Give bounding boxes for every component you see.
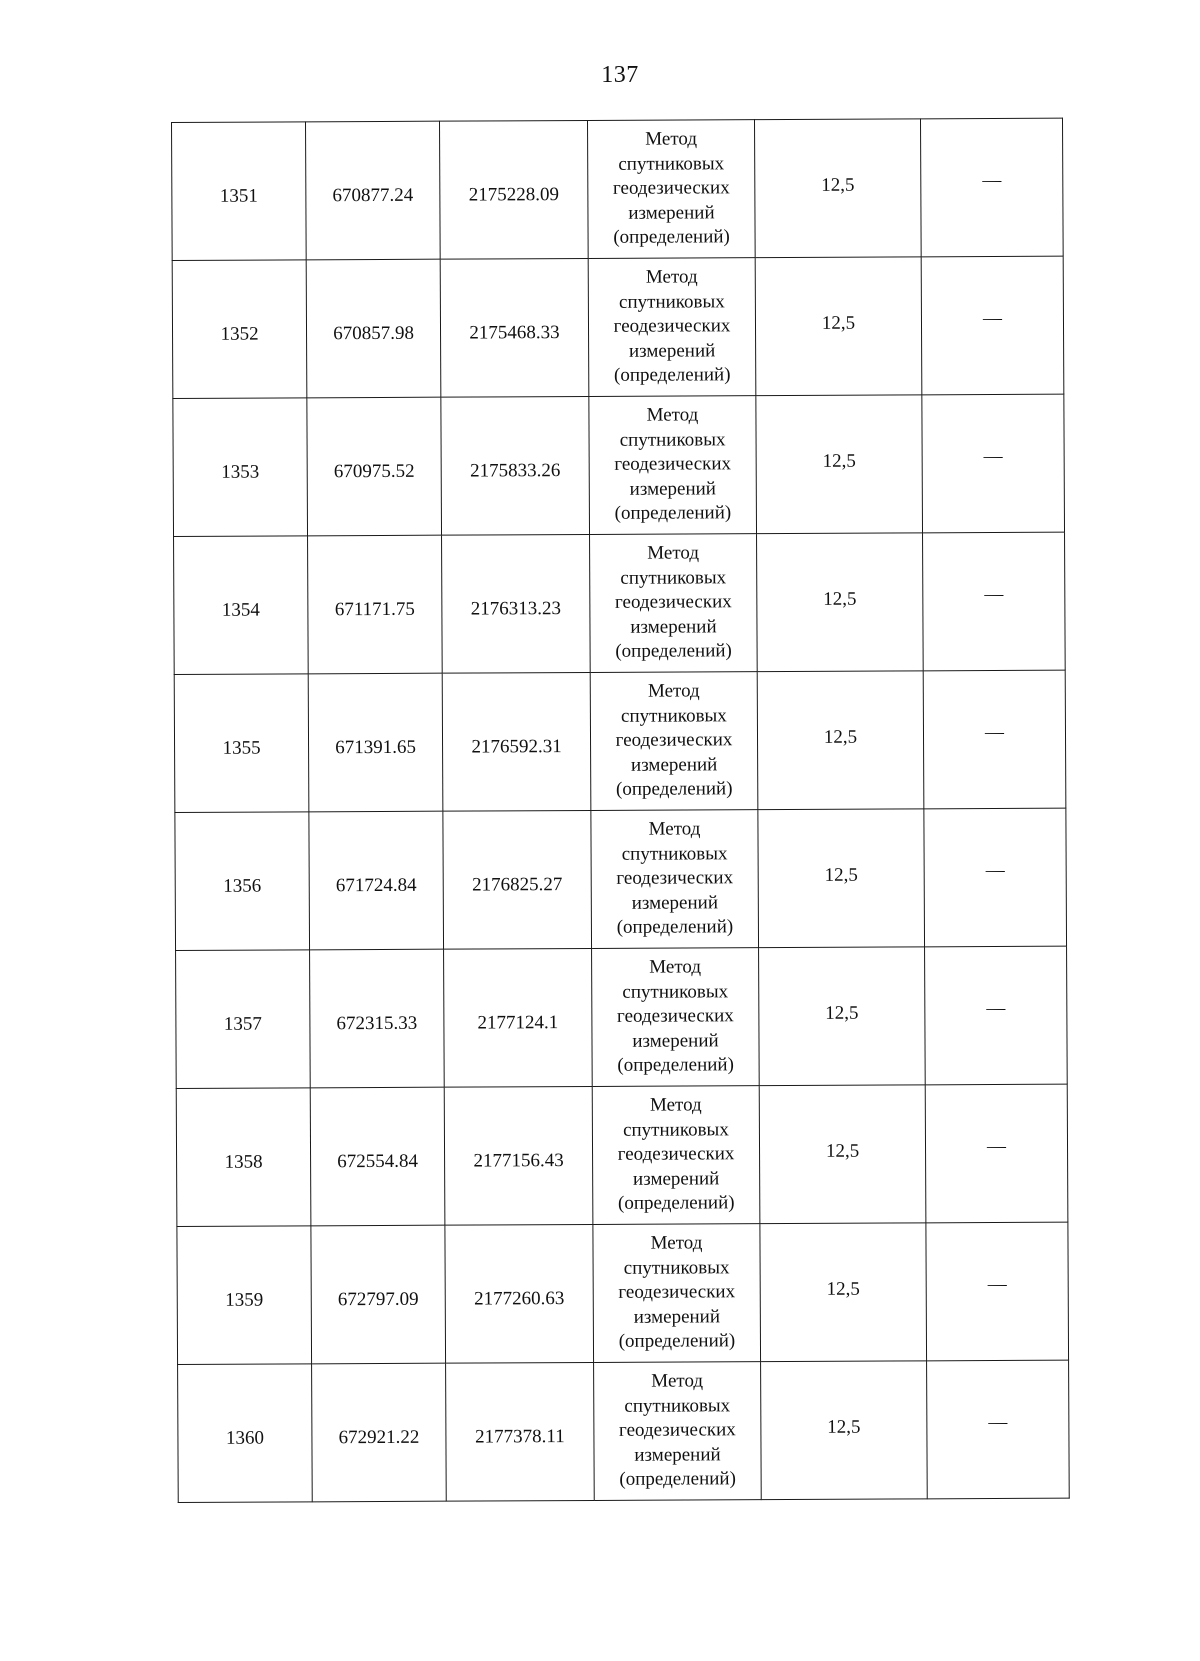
accuracy-value: 12,5 xyxy=(823,588,857,611)
note-cell xyxy=(925,946,1068,1085)
method-text: Метод спутниковых геодезических измерений (определений) xyxy=(618,1232,736,1353)
x-coordinate-cell xyxy=(306,259,441,398)
table-row xyxy=(174,532,1066,674)
coordinates-table-body xyxy=(172,118,1070,1502)
y-coordinate: 2177156.43 xyxy=(473,1150,564,1172)
page-number: 137 xyxy=(601,62,639,88)
note-dash: — xyxy=(987,1274,1007,1296)
method-text: Метод спутниковых геодезических измерений (определений) xyxy=(614,542,732,663)
accuracy-cell xyxy=(761,1361,928,1500)
y-coordinate-cell xyxy=(439,120,588,259)
y-coordinate: 2176592.31 xyxy=(471,736,562,758)
accuracy-cell xyxy=(757,671,924,810)
point-number-cell xyxy=(174,536,309,675)
y-coordinate-cell xyxy=(442,672,591,811)
accuracy-value: 12,5 xyxy=(821,312,856,335)
x-coordinate: 672797.09 xyxy=(337,1289,419,1311)
method-cell xyxy=(592,1086,760,1225)
point-number-cell xyxy=(175,812,310,951)
y-coordinate-cell xyxy=(443,810,592,949)
point-number-cell xyxy=(174,674,309,813)
table-row xyxy=(172,256,1064,398)
x-coordinate: 672921.22 xyxy=(338,1427,420,1449)
x-coordinate-cell xyxy=(311,1225,446,1364)
note-cell xyxy=(920,118,1063,257)
x-coordinate-cell xyxy=(308,673,443,812)
table-row xyxy=(174,670,1066,812)
point-number: 1356 xyxy=(223,875,262,898)
table-row xyxy=(177,1222,1069,1364)
note-cell xyxy=(921,256,1064,395)
note-dash: — xyxy=(988,1412,1008,1434)
point-number-cell xyxy=(177,1226,312,1365)
y-coordinate-cell xyxy=(445,1224,594,1363)
accuracy-value: 12,5 xyxy=(821,174,855,197)
point-number: 1357 xyxy=(223,1013,262,1036)
table-row xyxy=(173,394,1065,536)
x-coordinate-cell xyxy=(310,949,445,1088)
note-dash: — xyxy=(982,308,1003,330)
note-dash: — xyxy=(986,998,1006,1020)
x-coordinate-cell xyxy=(309,811,444,950)
note-dash: — xyxy=(986,1136,1007,1158)
accuracy-cell xyxy=(758,809,925,948)
method-text: Метод спутниковых геодезических измерений (определений) xyxy=(616,818,734,939)
x-coordinate-cell xyxy=(306,121,441,260)
accuracy-value: 12,5 xyxy=(827,1416,861,1439)
y-coordinate-cell xyxy=(446,1362,595,1501)
accuracy-cell xyxy=(757,533,924,672)
note-dash: — xyxy=(984,722,1005,744)
method-text: Метод спутниковых геодезических измерений (определений) xyxy=(616,956,734,1077)
accuracy-cell xyxy=(755,257,922,396)
accuracy-value: 12,5 xyxy=(822,450,856,473)
table-row xyxy=(175,808,1067,950)
x-coordinate: 672315.33 xyxy=(336,1013,418,1035)
point-number: 1355 xyxy=(222,737,261,760)
method-cell xyxy=(587,120,755,259)
note-dash: — xyxy=(982,170,1002,192)
point-number: 1359 xyxy=(225,1289,264,1311)
y-coordinate: 2175833.26 xyxy=(470,460,561,482)
y-coordinate-cell xyxy=(441,396,590,535)
note-cell xyxy=(923,532,1066,671)
note-cell xyxy=(925,1084,1068,1223)
point-number: 1353 xyxy=(221,461,260,484)
y-coordinate-cell xyxy=(442,534,591,673)
method-cell xyxy=(589,396,757,535)
point-number-cell xyxy=(173,398,308,537)
accuracy-cell xyxy=(760,1223,927,1362)
point-number: 1354 xyxy=(221,599,260,622)
method-cell xyxy=(591,810,759,949)
note-cell xyxy=(923,670,1066,809)
point-number: 1352 xyxy=(220,323,259,346)
accuracy-value: 12,5 xyxy=(824,864,858,887)
note-cell xyxy=(927,1360,1070,1499)
method-text: Метод спутниковых геодезических измерений (определений) xyxy=(613,266,731,387)
accuracy-value: 12,5 xyxy=(826,1278,860,1301)
x-coordinate: 672554.84 xyxy=(337,1151,419,1173)
method-cell xyxy=(590,534,758,673)
point-number-cell xyxy=(176,1088,311,1227)
point-number: 1360 xyxy=(225,1427,264,1449)
x-coordinate-cell xyxy=(307,397,442,536)
point-number: 1358 xyxy=(224,1151,263,1174)
y-coordinate: 2177124.1 xyxy=(477,1012,559,1034)
point-number-cell xyxy=(176,950,311,1089)
method-text: Метод спутниковых геодезических измерений (определений) xyxy=(615,680,733,801)
y-coordinate: 2176313.23 xyxy=(470,598,562,620)
accuracy-cell xyxy=(756,395,923,534)
accuracy-cell xyxy=(759,947,926,1086)
note-dash: — xyxy=(983,446,1003,468)
x-coordinate: 671171.75 xyxy=(334,599,415,621)
note-cell xyxy=(926,1222,1069,1361)
x-coordinate: 670857.98 xyxy=(333,323,414,345)
note-dash: — xyxy=(984,584,1004,606)
y-coordinate-cell xyxy=(444,948,593,1087)
table-row xyxy=(172,118,1064,260)
x-coordinate-cell xyxy=(312,1363,447,1502)
coordinates-table xyxy=(171,118,1070,1503)
method-cell xyxy=(592,948,760,1087)
note-dash: — xyxy=(985,860,1005,882)
x-coordinate: 671391.65 xyxy=(335,737,416,759)
note-cell xyxy=(922,394,1065,533)
method-cell xyxy=(590,672,758,811)
point-number-cell xyxy=(172,122,307,261)
method-text: Метод спутниковых геодезических измерений (определений) xyxy=(617,1094,735,1215)
method-text: Метод спутниковых геодезических измерений (определений) xyxy=(614,404,732,525)
accuracy-value: 12,5 xyxy=(823,726,858,749)
y-coordinate: 2177260.63 xyxy=(474,1288,565,1310)
method-cell xyxy=(588,258,756,397)
y-coordinate: 2175228.09 xyxy=(468,184,560,206)
x-coordinate: 670975.52 xyxy=(333,461,415,483)
accuracy-cell xyxy=(754,119,921,258)
y-coordinate-cell xyxy=(444,1086,593,1225)
y-coordinate: 2175468.33 xyxy=(469,322,560,344)
method-cell xyxy=(593,1224,761,1363)
accuracy-cell xyxy=(759,1085,926,1224)
method-cell xyxy=(594,1362,762,1501)
y-coordinate: 2176825.27 xyxy=(472,874,563,896)
point-number-cell xyxy=(178,1364,313,1503)
table-row xyxy=(178,1360,1070,1502)
accuracy-value: 12,5 xyxy=(825,1002,859,1025)
accuracy-value: 12,5 xyxy=(825,1140,860,1163)
x-coordinate-cell xyxy=(308,535,443,674)
point-number: 1351 xyxy=(219,185,258,208)
y-coordinate: 2177378.11 xyxy=(475,1426,565,1448)
x-coordinate: 670877.24 xyxy=(332,185,414,207)
method-text: Метод спутниковых геодезических измерений (определений) xyxy=(618,1370,736,1491)
y-coordinate-cell xyxy=(440,258,589,397)
method-text: Метод спутниковых геодезических измерений (определений) xyxy=(612,128,730,249)
table-row xyxy=(176,946,1068,1088)
note-cell xyxy=(924,808,1067,947)
point-number-cell xyxy=(172,260,307,399)
x-coordinate: 671724.84 xyxy=(335,875,417,897)
x-coordinate-cell xyxy=(310,1087,445,1226)
table-row xyxy=(176,1084,1068,1226)
